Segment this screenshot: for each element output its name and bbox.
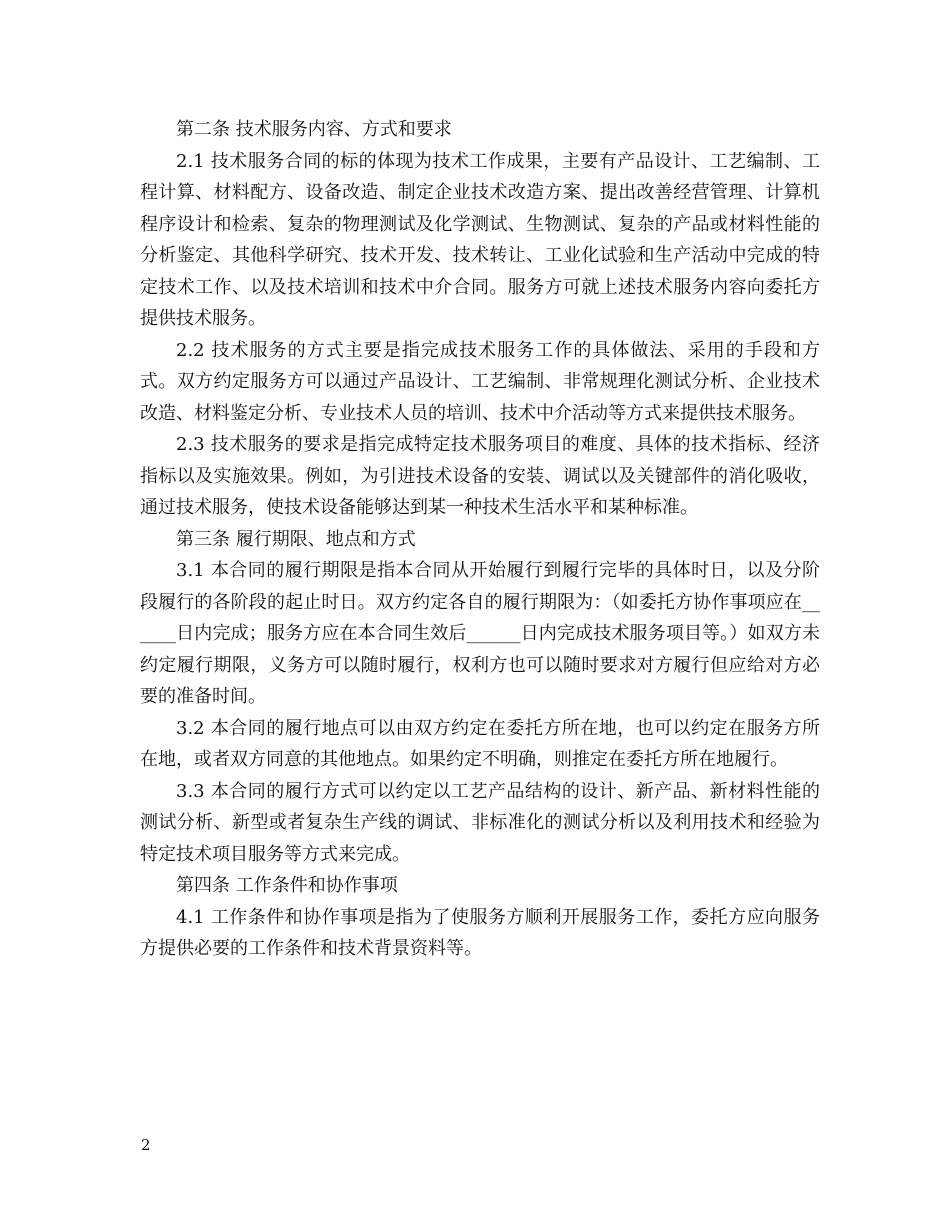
page-number: 2 [141, 1136, 151, 1154]
paragraph-2-3: 2.3 技术服务的要求是指完成特定技术服务项目的难度、具体的技术指标、经济指标以及实施效果。例如，为引进技术设备的安装、调试以及关键部件的消化吸收，通过技术服务，使技术设备能够达到某一种技术生活水平和某种标准。 [140, 434, 820, 518]
paragraph-4-1: 4.1 工作条件和协作事项是指为了使服务方顺利开展服务工作，委托方应向服务方提供必要的工作条件和技术背景资料等。 [140, 906, 820, 959]
section-heading-article-2: 第二条 技术服务内容、方式和要求 [176, 119, 452, 140]
section-heading-article-4: 第四条 工作条件和协作事项 [176, 875, 398, 896]
document-body [140, 114, 820, 965]
section-heading-article-3: 第三条 履行期限、地点和方式 [176, 528, 416, 550]
paragraph-3-1: 3.1 本合同的履行期限是指本合同从开始履行到履行完毕的具体时日，以及分阶段履行的各阶段的起止时日。双方约定各自的履行期限为：（如委托方协作事项应在______日内完成；服务方应在本合同生效后______日内完成技术服务项目等。）如双方未约定履行期限，义务方可以随时履行，权利方也可以随时要求对方履行但应给对方必要的准备时间。 [140, 560, 820, 707]
paragraph-3-2: 3.2 本合同的履行地点可以由双方约定在委托方所在地，也可以约定在服务方所在地，或者双方同意的其他地点。如果约定不明确，则推定在委托方所在地履行。 [140, 717, 820, 770]
paragraph-3-3: 3.3 本合同的履行方式可以约定以工艺产品结构的设计、新产品、新材料性能的测试分析、新型或者复杂生产线的调试、非标准化的测试分析以及利用技术和经验为特定技术项目服务等方式来完成。 [140, 780, 820, 865]
paragraph-2-2: 2.2 技术服务的方式主要是指完成技术服务工作的具体做法、采用的手段和方式。双方约定服务方可以通过产品设计、工艺编制、非常规理化测试分析、企业技术改造、材料鉴定分析、专业技术人员的培训、技术中介活动等方式来提供技术服务。 [140, 339, 820, 424]
paragraph-2-1: 2.1 技术服务合同的标的体现为技术工作成果，主要有产品设计、工艺编制、工程计算、材料配方、设备改造、制定企业技术改造方案、提出改善经营管理、计算机程序设计和检索、复杂的物理测试及化学测试、生物测试、复杂的产品或材料性能的分析鉴定、其他科学研究、技术开发、技术转让、工业化试验和生产活动中完成的特定技术工作、以及技术培训和技术中介合同。服务方可就上述技术服务内容向委托方提供技术服务。 [140, 150, 820, 329]
